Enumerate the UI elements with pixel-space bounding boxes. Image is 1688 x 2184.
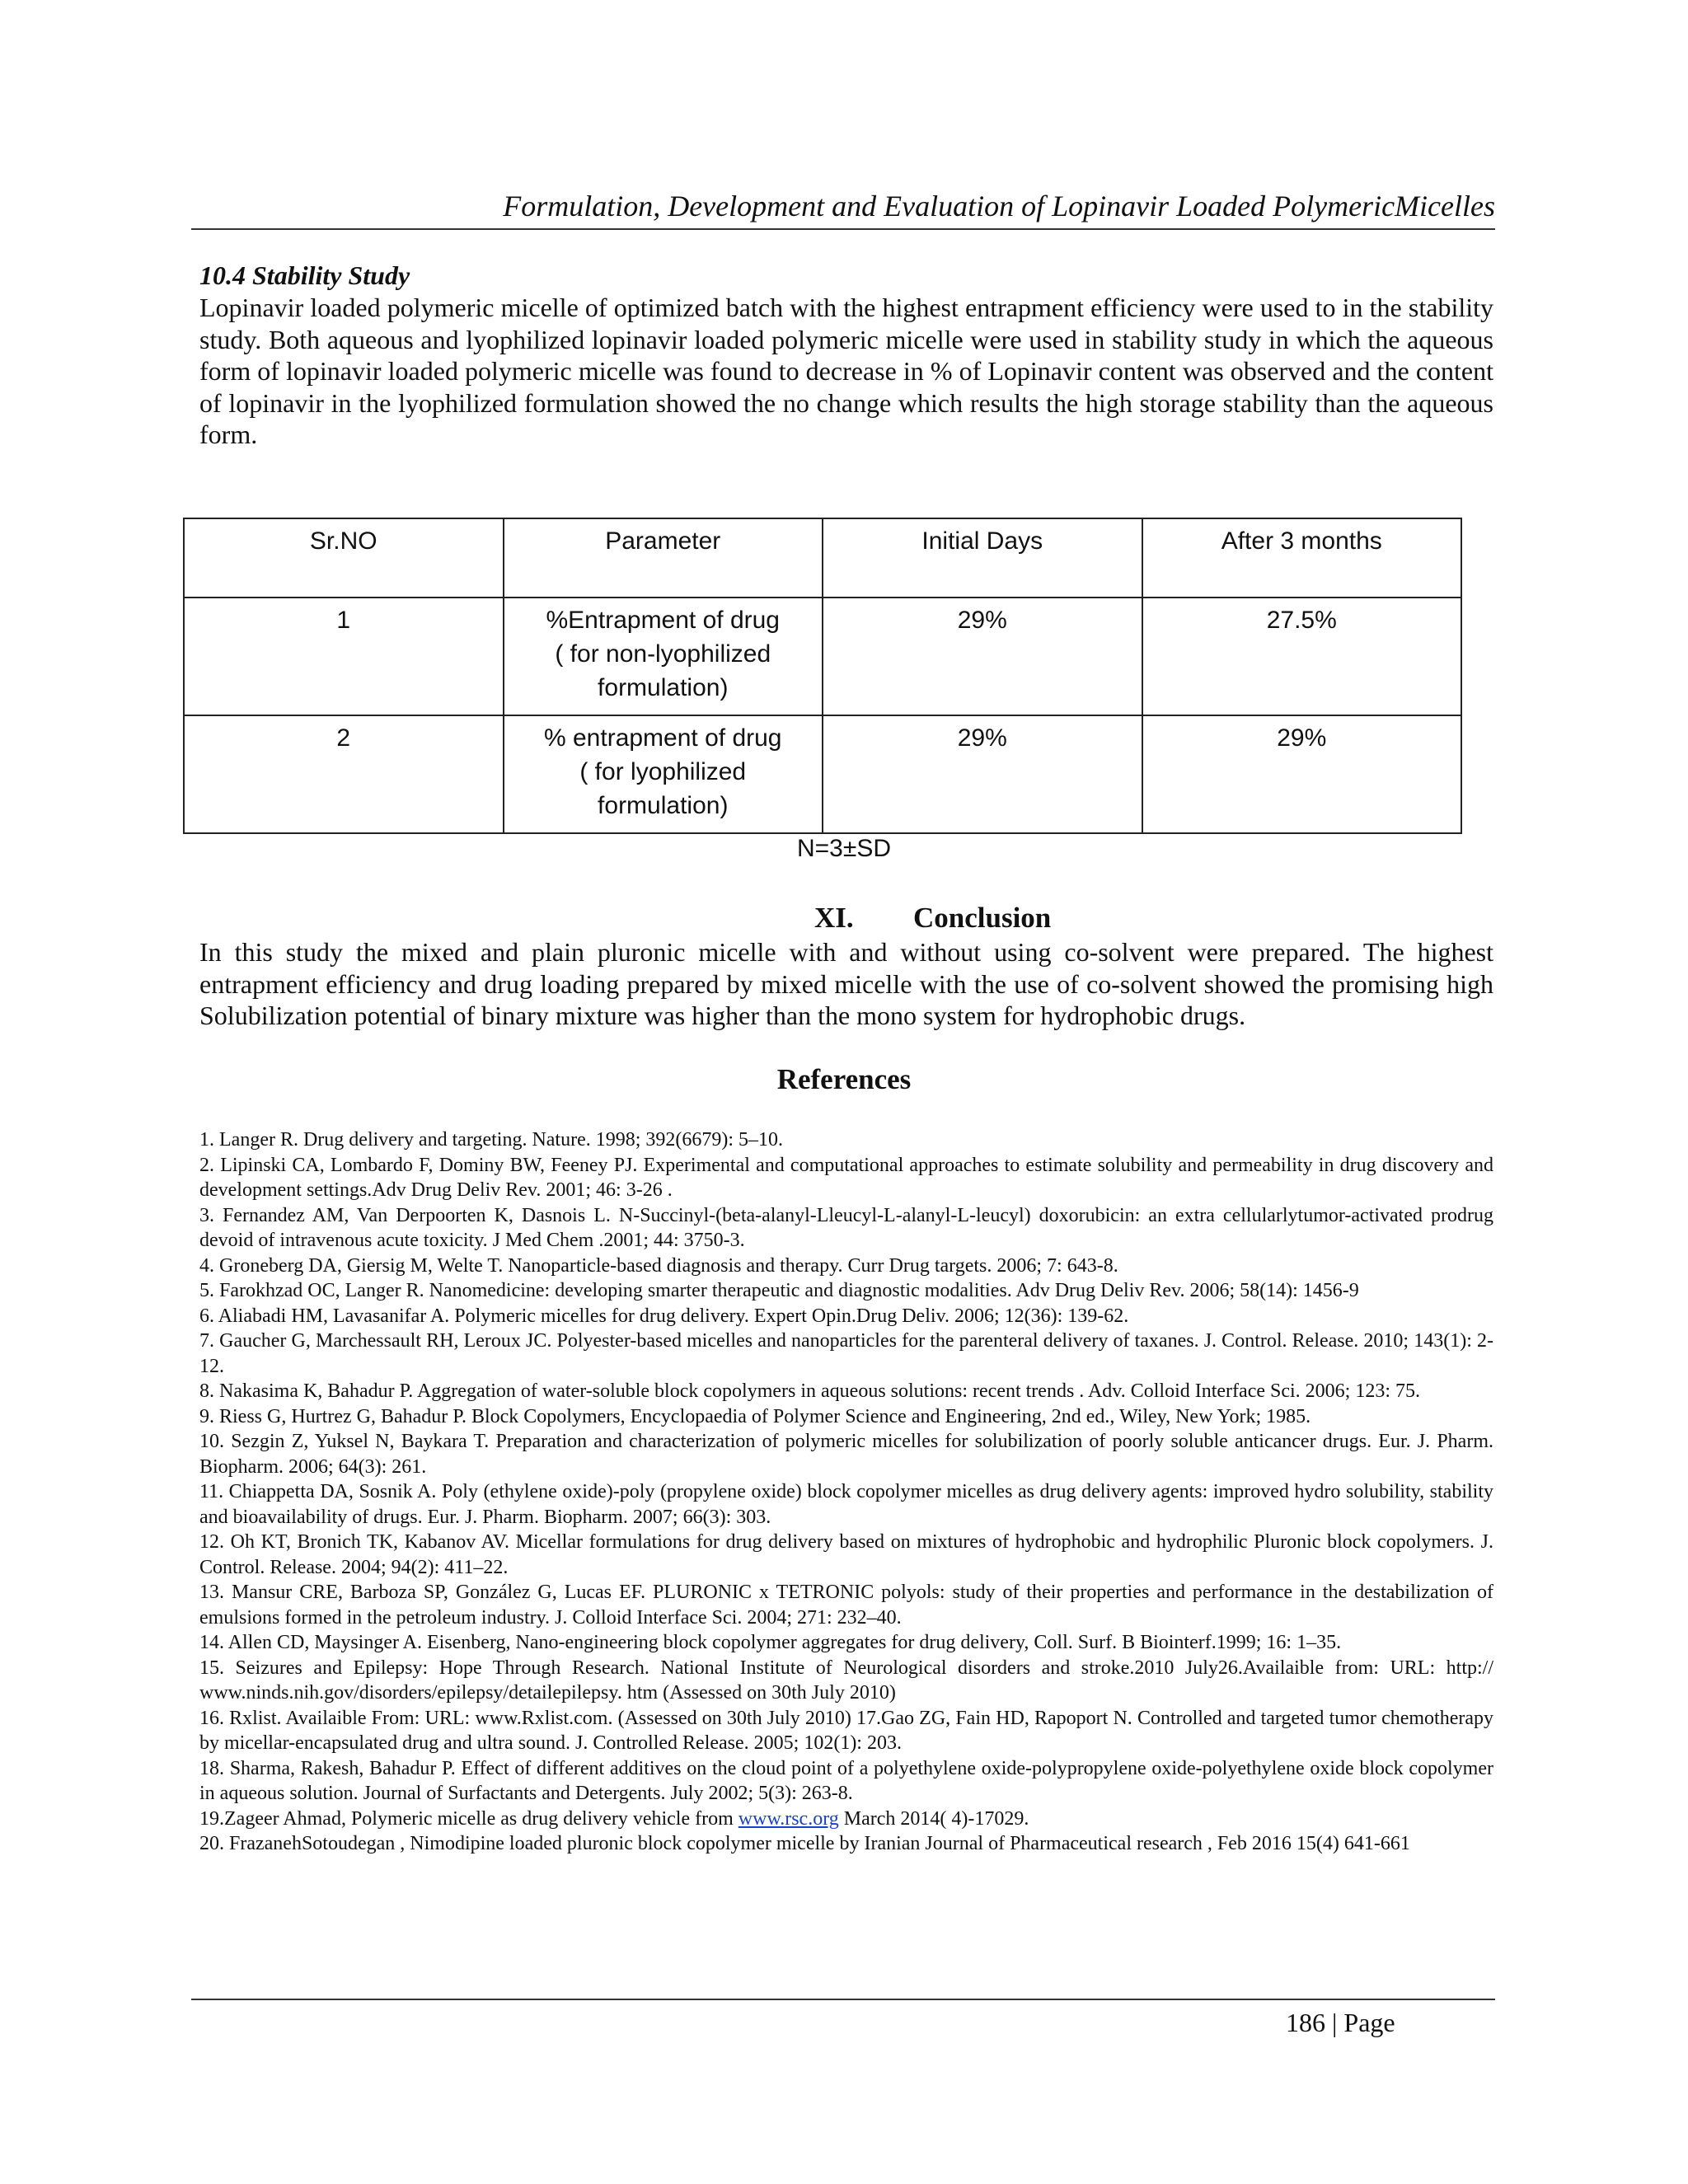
- reference-item: 13. Mansur CRE, Barboza SP, González G, Lucas EF. PLURONIC x TETRONIC polyols: study of their properties and performance in the destabilization of emulsions formed in the petroleum industry. J. Colloid Interface Sci. 2004; 271: 232–40.: [199, 1582, 1493, 1629]
- table-header-row: [184, 518, 1461, 598]
- table-header-cell: Parameter: [504, 518, 823, 598]
- reference-item: 11. Chiappetta DA, Sosnik A. Poly (ethylene oxide)-poly (propylene oxide) block copolymer micelles as drug delivery agents: improved hydro solubility, stability and bioavailability of drugs. Eur. J. Pharm. Biopharm. 2007; 66(3): 303.: [199, 1481, 1493, 1528]
- page-number: 186 | Page: [1286, 2008, 1395, 2037]
- reference-item: 18. Sharma, Rakesh, Bahadur P. Effect of different additives on the cloud point of a polyethylene oxide-polypropylene oxide-polyethylene oxide block copolymer in aqueous solution. Journal of Surfactants and Detergents. July 2002; 5(3): 263-8.: [199, 1757, 1493, 1804]
- table-cell-sr: 2: [184, 715, 504, 833]
- reference-item: 12. Oh KT, Bronich TK, Kabanov AV. Micellar formulations for drug delivery based on mixtures of hydrophobic and hydrophilic Pluronic block copolymers. J. Control. Release. 2004; 94(2): 411–22.: [199, 1531, 1493, 1578]
- table-cell-after: 29%: [1142, 715, 1462, 833]
- parameter-line: formulation): [598, 674, 729, 701]
- stability-study-heading: 10.4 Stability Study: [199, 260, 410, 290]
- conclusion-heading: [814, 900, 1051, 936]
- parameter-line: % entrapment of drug: [543, 724, 782, 752]
- footer-divider: [191, 1999, 1495, 2000]
- reference-item: 14. Allen CD, Maysinger A. Eisenberg, Nano-engineering block copolymer aggregates for drug delivery, Coll. Surf. B Biointerf.1999; 16: 1–35.: [199, 1632, 1342, 1653]
- parameter-line: formulation): [598, 792, 729, 819]
- conclusion-title: Conclusion: [913, 902, 1052, 934]
- conclusion-section-number: XI.: [814, 902, 854, 934]
- reference-item: 10. Sezgin Z, Yuksel N, Baykara T. Preparation and characterization of polymeric micelles for solubilization of poorly soluble anticancer drugs. Eur. J. Pharm. Biopharm. 2006; 64(3): 261.: [199, 1431, 1493, 1478]
- reference-item: 16. Rxlist. Availaible From: URL: www.Rxlist.com. (Assessed on 30th July 2010) 17.Gao ZG, Fain HD, Rapoport N. Controlled and targeted tumor chemotherapy by micellar-encapsulated drug and ultra sound. J. Controlled Release. 2005; 102(1): 203.: [199, 1707, 1493, 1754]
- table-header-cell: Initial Days: [823, 518, 1142, 598]
- stability-study-paragraph: Lopinavir loaded polymeric micelle of optimized batch with the highest entrapment efficiency were used to in the stability study. Both aqueous and lyophilized lopinavir loaded polymeric micelle were used in stability study in which the aqueous form of lopinavir loaded polymeric micelle was found to decrease in % of Lopinavir content was observed and the content of lopinavir in the lyophilized formulation showed the no change which results the high storage stability than the aqueous form.: [199, 293, 1493, 449]
- table-cell-parameter: [504, 598, 823, 715]
- reference-item: 20. FrazanehSotoudegan , Nimodipine loaded pluronic block copolymer micelle by Iranian Journal of Pharmaceutical research , Feb 2016 15(4) 641-661: [199, 1833, 1410, 1854]
- references-heading: References: [776, 1063, 912, 1095]
- table-cell-parameter: [504, 715, 823, 833]
- header-divider: [191, 228, 1495, 230]
- parameter-line: %Entrapment of drug: [546, 607, 780, 634]
- rsc-link[interactable]: www.rsc.org: [738, 1807, 839, 1830]
- reference-item: 5. Farokhzad OC, Langer R. Nanomedicine: developing smarter therapeutic and diagnostic modalities. Adv Drug Deliv Rev. 2006; 58(14): 1456-9: [199, 1280, 1359, 1301]
- parameter-line: ( for non-lyophilized: [555, 640, 771, 668]
- table-cell-sr: 1: [184, 598, 504, 715]
- reference-19-tail: March 2014( 4)-17029.: [843, 1807, 1029, 1830]
- running-header-title: Formulation, Development and Evaluation of Lopinavir Loaded PolymericMicelles: [503, 190, 1495, 223]
- reference-item: 15. Seizures and Epilepsy: Hope Through Research. National Institute of Neurological disorders and stroke.2010 July26.Availaible from: URL: http:// www.ninds.nih.gov/disorders/epilepsy/detailepilepsy. htm (Assessed on 30th July 2010): [199, 1657, 1493, 1704]
- table-row: [184, 715, 1461, 833]
- parameter-line: ( for lyophilized: [579, 758, 747, 785]
- reference-item: 4. Groneberg DA, Giersig M, Welte T. Nanoparticle-based diagnosis and therapy. Curr Drug targets. 2006; 7: 643-8.: [199, 1254, 1118, 1277]
- reference-item: 7. Gaucher G, Marchessault RH, Leroux JC. Polyester-based micelles and nanoparticles for the parenteral delivery of taxanes. J. Control. Release. 2010; 143(1): 2-12.: [199, 1330, 1493, 1377]
- conclusion-paragraph: In this study the mixed and plain pluronic micelle with and without using co-solvent were prepared. The highest entrapment efficiency and drug loading prepared by mixed micelle with the use of co-solvent showed the promising high Solubilization potential of binary mixture was higher than the mono system for hydrophobic drugs.: [199, 937, 1493, 1030]
- table-cell-initial: 29%: [823, 715, 1142, 833]
- table-cell-after: 27.5%: [1142, 598, 1462, 715]
- reference-item: 1. Langer R. Drug delivery and targeting. Nature. 1998; 392(6679): 5–10.: [199, 1129, 784, 1151]
- reference-item: 6. Aliabadi HM, Lavasanifar A. Polymeric micelles for drug delivery. Expert Opin.Drug Deliv. 2006; 12(36): 139-62.: [199, 1305, 1129, 1327]
- reference-item: [199, 1807, 1493, 1832]
- stability-table: [183, 518, 1462, 834]
- reference-item: 3. Fernandez AM, Van Derpoorten K, Dasnois L. N-Succinyl-(beta-alanyl-Lleucyl-L-alanyl-L-leucyl) doxorubicin: an extra cellularlytumor-activated prodrug devoid of intravenous acute toxicity. J Med Chem .2001; 44: 3750-3.: [199, 1204, 1493, 1251]
- table-header-cell: After 3 months: [1142, 518, 1462, 598]
- reference-item: 2. Lipinski CA, Lombardo F, Dominy BW, Feeney PJ. Experimental and computational approaches to estimate solubility and permeability in drug discovery and development settings.Adv Drug Deliv Rev. 2001; 46: 3-26 .: [199, 1154, 1493, 1201]
- reference-item: 9. Riess G, Hurtrez G, Bahadur P. Block Copolymers, Encyclopaedia of Polymer Science and Engineering, 2nd ed., Wiley, New York; 1985.: [199, 1405, 1311, 1427]
- table-header-cell: Sr.NO: [184, 518, 504, 598]
- table-footnote: N=3±SD: [796, 835, 891, 862]
- table-row: [184, 598, 1461, 715]
- reference-item: 8. Nakasima K, Bahadur P. Aggregation of water-soluble block copolymers in aqueous solutions: recent trends . Adv. Colloid Interface Sci. 2006; 123: 75.: [199, 1380, 1421, 1402]
- table-cell-initial: 29%: [823, 598, 1142, 715]
- reference-19-text: 19.Zageer Ahmad, Polymeric micelle as drug delivery vehicle from: [199, 1807, 734, 1830]
- references-list: [199, 1127, 1493, 1857]
